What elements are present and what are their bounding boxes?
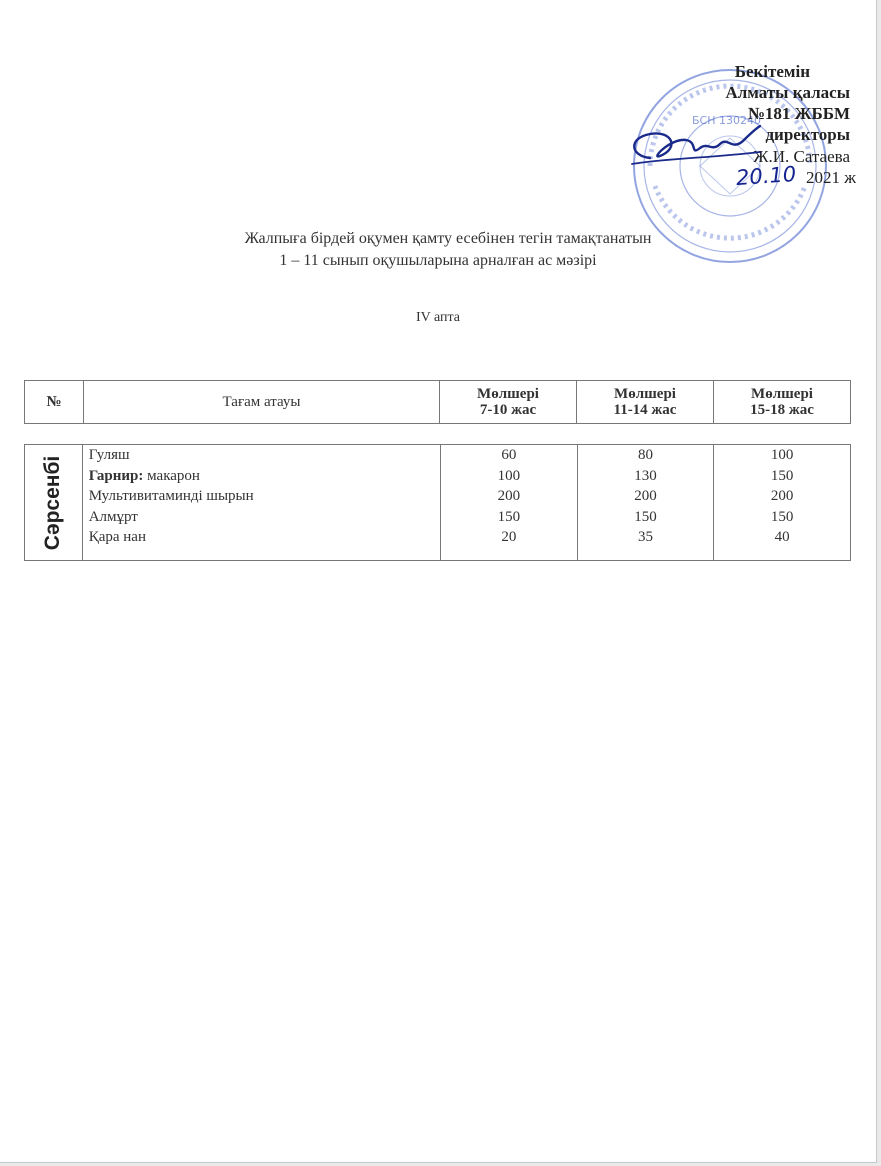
header-q1-label: Мөлшері xyxy=(477,386,539,402)
quantity-column-15-18 xyxy=(714,445,851,561)
dish-item: Қара нан xyxy=(88,529,146,545)
quantity-value: 200 xyxy=(497,488,521,504)
header-row xyxy=(25,381,851,424)
quantity-value: 150 xyxy=(770,467,794,484)
quantity-value: 80 xyxy=(637,447,653,463)
stamp-text: БСН 130240 xyxy=(692,114,761,127)
day-label: Сәрсенбі xyxy=(41,455,65,550)
approval-name: Ж.И. Сатаева xyxy=(753,147,850,166)
quantity-value: 60 xyxy=(501,447,517,463)
quantity-value: 20 xyxy=(501,529,517,545)
header-quantity-15-18 xyxy=(714,381,851,424)
quantity-value: 35 xyxy=(637,529,653,545)
menu-table-header xyxy=(24,380,851,424)
dish-column xyxy=(82,445,440,561)
day-cell xyxy=(25,445,83,561)
quantity-value: 130 xyxy=(634,467,657,484)
dish-item: Гуляш xyxy=(88,447,130,463)
quantity-column-7-10 xyxy=(441,445,578,561)
approval-year: 2021 ж xyxy=(806,168,856,187)
header-q2-label: Мөлшері xyxy=(614,386,676,402)
approval-city: Алматы қаласы xyxy=(725,83,850,102)
dish-item: Гарнир: макарон xyxy=(88,467,200,484)
quantity-value: 200 xyxy=(770,488,794,504)
header-dish: Тағам атауы xyxy=(84,381,440,424)
header-number: № xyxy=(25,381,84,424)
menu-title-line1: Жалпыға бірдей оқумен қамту есебінен тегін тамақтанатын xyxy=(244,230,652,247)
handwritten-date: 20.10 xyxy=(735,161,797,191)
quantity-value: 100 xyxy=(770,447,794,463)
week-label: IV апта xyxy=(415,310,461,325)
approval-school: №181 ЖББМ xyxy=(747,104,850,123)
dish-item: Мультивитаминді шырын xyxy=(88,488,254,504)
menu-table-body xyxy=(24,444,851,561)
menu-title-line2: 1 – 11 сынып оқушыларына арналған ас мәзірі xyxy=(279,252,597,269)
dish-item: Алмұрт xyxy=(88,508,138,525)
header-quantity-11-14 xyxy=(577,381,714,424)
approval-heading: Бекітемін xyxy=(734,62,810,81)
day-row xyxy=(25,445,851,561)
header-q3-age: 15-18 жас xyxy=(750,402,814,418)
approval-position: директоры xyxy=(765,125,850,144)
quantity-value: 150 xyxy=(634,508,657,525)
garnish-label: Гарнир: xyxy=(88,467,144,484)
quantity-value: 150 xyxy=(497,508,521,525)
header-q2-age: 11-14 жас xyxy=(613,402,677,418)
quantity-value: 100 xyxy=(497,467,521,484)
header-quantity-7-10 xyxy=(440,381,577,424)
quantity-value: 150 xyxy=(770,508,794,525)
quantity-column-11-14 xyxy=(577,445,714,561)
header-q3-label: Мөлшері xyxy=(751,386,813,402)
quantity-value: 40 xyxy=(774,529,790,545)
header-q1-age: 7-10 жас xyxy=(479,402,537,418)
quantity-value: 200 xyxy=(634,488,657,504)
